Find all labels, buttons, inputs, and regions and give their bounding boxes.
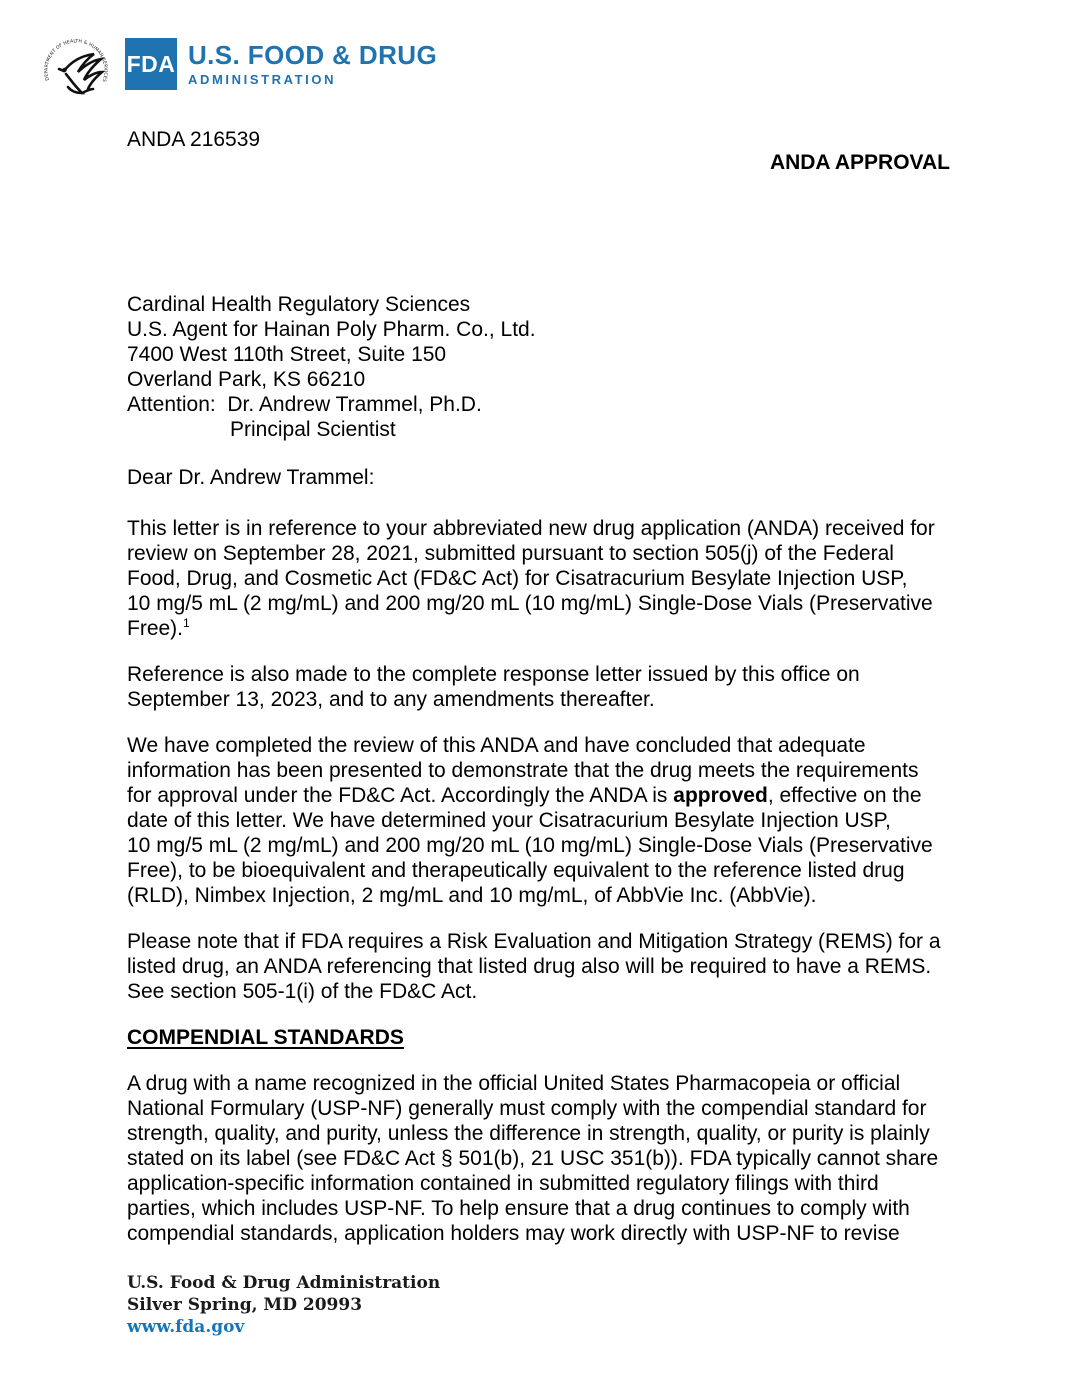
recipient-title-line: Principal Scientist [230, 418, 396, 441]
footer-address: Silver Spring, MD 20993 [127, 1295, 363, 1315]
approval-label: ANDA APPROVAL [769, 151, 950, 174]
recipient-line: U.S. Agent for Hainan Poly Pharm. Co., Ltd. [127, 318, 536, 341]
paragraph-compendial: A drug with a name recognized in the official United States Pharmacopeia or official National Formulary (USP-NF) generally must comply with the compendial standard for strength, quality, and purity, unless the difference in strength, quality, or purity is plainly stated on its label (see FD&C Act § 501(b), 21 USC 351(b)). FDA typically cannot share application-specific information contained in submitted regulatory filings with third parties, which includes USP-NF. To help ensure that a drug continues to comply with compendial standards, application holders may work directly with USP-NF to revise [127, 1072, 939, 1245]
recipient-line: 7400 West 110th Street, Suite 150 [127, 343, 447, 366]
hhs-seal-icon [40, 26, 112, 104]
paragraph-complete-response: Reference is also made to the complete response letter issued by this office on September 13, 2023, and to any amendments thereafter. [127, 663, 860, 711]
compendial-standards-heading: COMPENDIAL STANDARDS [127, 1026, 404, 1049]
anda-number: ANDA 216539 [127, 128, 261, 151]
paragraph-reference [127, 516, 1047, 641]
fda-monogram-icon: FDA [125, 38, 177, 90]
recipient-address-block [127, 292, 1047, 442]
fda-logo [125, 38, 437, 90]
fda-wordmark-subtitle: ADMINISTRATION [188, 72, 337, 87]
fda-wordmark-title: U.S. FOOD & DRUG [188, 40, 438, 70]
paragraph-rems: Please note that if FDA requires a Risk Evaluation and Mitigation Strategy (REMS) for a listed drug, an ANDA referencing that listed drug also will be required to have a REMS. See section 505-1(i) of the FD&C Act. [127, 930, 941, 1003]
approved-emphasis: approved [673, 784, 768, 807]
page-footer [127, 1272, 440, 1338]
fda-wordmark [188, 38, 437, 87]
paragraph-approval-text-before: We have completed the review of this ANDA and have concluded that adequate information has been presented to demonstrate that the drug meets the requirements for approval under the FD&C Act. Accordingly the ANDA is [127, 734, 919, 807]
hhs-seal-circular-text: DEPARTMENT OF HEALTH & HUMAN SERVICES [44, 39, 108, 83]
paragraph-approval-text-after: , effective on the date of this letter. We have determined your Cisatracurium Besylate Injection USP, 10 mg/5 mL (2 mg/mL) and 200 mg/20 mL (10 mg/mL) Single-Dose Vials (Preservative Free), to be bioequivalent and therapeutically equivalent to the reference listed drug (RLD), Nimbex Injection, 2 mg/mL and 10 mg/mL, of AbbVie Inc. (AbbVie). [127, 784, 933, 907]
footer-org: U.S. Food & Drug Administration [127, 1273, 441, 1293]
letter-body [127, 292, 1047, 1246]
recipient-attention-line: Attention: Dr. Andrew Trammel, Ph.D. [127, 393, 482, 416]
hhs-eagle-head [62, 68, 66, 72]
footnote-marker: 1 [183, 616, 190, 630]
paragraph-approval [127, 733, 1047, 908]
fda-website-link[interactable]: www.fda.gov [127, 1317, 245, 1337]
hhs-eagle-icon [59, 54, 102, 93]
paragraph-reference-text: This letter is in reference to your abbreviated new drug application (ANDA) received for review on September 28, 2021, submitted pursuant to section 505(j) of the Federal Food, Drug, and Cosmetic Act (FD&C Act) for Cisatracurium Besylate Injection USP, 10 mg/5 mL (2 mg/mL) and 200 mg/20 mL (10 mg/mL) Single-Dose Vials (Preservative Free). [127, 517, 935, 640]
salutation: Dear Dr. Andrew Trammel: [127, 466, 375, 489]
recipient-line: Overland Park, KS 66210 [127, 368, 366, 391]
recipient-line: Cardinal Health Regulatory Sciences [127, 293, 471, 316]
